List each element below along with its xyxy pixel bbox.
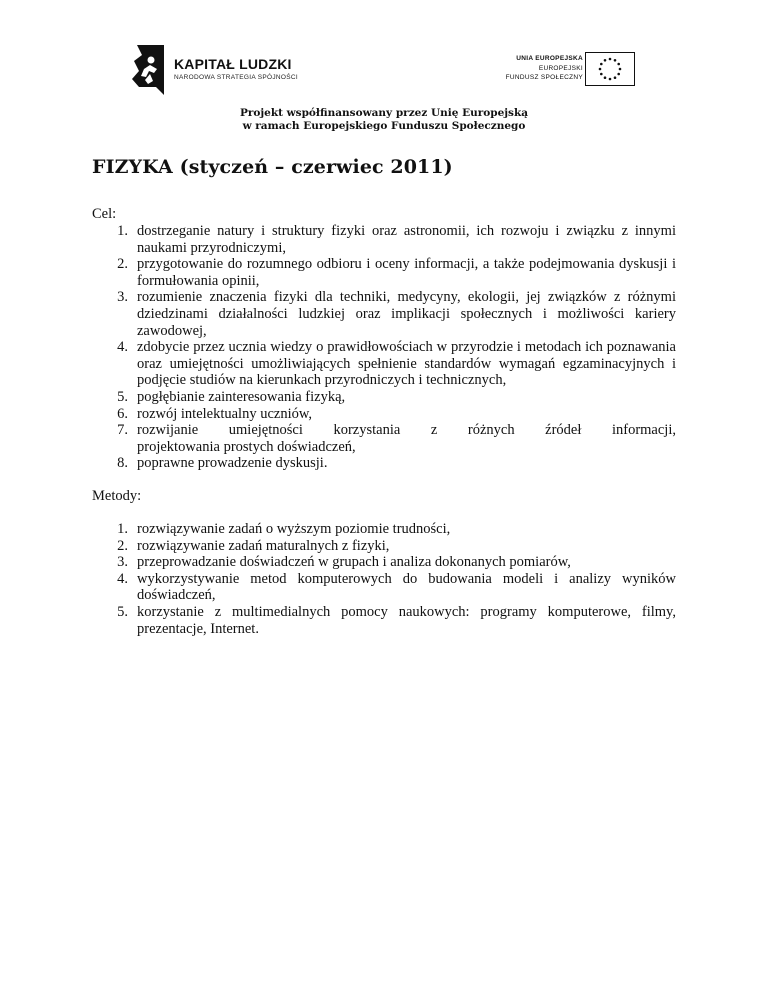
goal-number: 7 . bbox=[100, 422, 128, 439]
goal-text: dostrzeganie natury i struktury fizyki oraz astronomii, ich rozwoju i związku z innymi naukami przyrodniczymi, bbox=[137, 223, 676, 256]
goal-number: 5 . bbox=[100, 389, 128, 406]
goal-text: zdobycie przez ucznia wiedzy o prawidłowościach w przyrodzie i metodach ich poznawania oraz umiejętności umożliwiających spełnienie standardów wymagań egzaminacyjnych i podjęcie studiów na kierunkach przyrodniczych i technicznych, bbox=[137, 339, 676, 389]
method-number: 2 . bbox=[100, 538, 128, 555]
cofinancing-line-1: Projekt współfinansowany przez Unię Europejską bbox=[239, 107, 529, 119]
methods-label: Metody: bbox=[92, 488, 142, 504]
eu-flag-icon bbox=[585, 52, 635, 86]
method-text: rozwiązywanie zadań o wyższym poziomie trudności, bbox=[137, 521, 451, 537]
kapital-ludzki-subtitle: NARODOWA STRATEGIA SPÓJNOŚCI bbox=[174, 74, 298, 81]
method-number: 3 . bbox=[100, 554, 128, 571]
eu-logo-line3: FUNDUSZ SPOŁECZNY bbox=[505, 74, 583, 81]
method-number: 4 . bbox=[100, 571, 128, 588]
goal-text: pogłębianie zainteresowania fizyką, bbox=[137, 388, 346, 405]
goal-number: 6 . bbox=[100, 406, 128, 423]
goal-item bbox=[92, 256, 676, 289]
goal-number: 8 . bbox=[100, 455, 128, 472]
goal-number: 3 . bbox=[100, 289, 128, 306]
method-item bbox=[92, 604, 676, 637]
method-text: korzystanie z multimedialnych pomocy naukowych: programy komputerowe, filmy, prezentacje, Internet. bbox=[137, 603, 676, 637]
goal-number: 1 . bbox=[100, 223, 128, 240]
goal-item bbox=[92, 223, 676, 256]
goal-text: poprawne prowadzenie dyskusji. bbox=[137, 455, 328, 472]
method-item bbox=[92, 521, 676, 538]
eu-logo-text bbox=[506, 54, 583, 82]
goal-item bbox=[92, 389, 676, 406]
goal-item bbox=[92, 289, 676, 339]
method-item bbox=[92, 571, 676, 604]
goal-item bbox=[92, 339, 676, 389]
method-text: rozwiązywanie zadań maturalnych z fizyki, bbox=[137, 537, 390, 554]
goals-list bbox=[92, 223, 676, 472]
goal-text-line-2: projektowania prostych doświadczeń, bbox=[137, 438, 356, 455]
cofinancing-line-2: w ramach Europejskiego Funduszu Społecznego bbox=[242, 120, 526, 132]
goal-number: 2 . bbox=[100, 256, 128, 273]
methods-list bbox=[92, 521, 676, 637]
goal-item bbox=[92, 422, 676, 455]
method-item bbox=[92, 554, 676, 571]
goal-text: przygotowanie do rozumnego odbioru i oceny informacji, a także podejmowania dyskusji i formułowania opinii, bbox=[137, 256, 676, 289]
method-number: 5 . bbox=[100, 604, 128, 621]
method-number: 1 . bbox=[100, 521, 128, 538]
goal-item bbox=[92, 406, 676, 423]
eu-logo-line2: EUROPEJSKI bbox=[538, 65, 583, 72]
goal-number: 4 . bbox=[100, 339, 128, 356]
goal-text: rozumienie znaczenia fizyki dla techniki, medycyny, ekologii, jej związków z różnymi dziedzinami działalności ludzkiej oraz implikacji społecznych i możliwości kariery zawodowej, bbox=[137, 289, 676, 339]
kapital-ludzki-emblem-icon bbox=[130, 43, 166, 97]
kapital-ludzki-logo bbox=[130, 43, 360, 99]
goals-label: Cel: bbox=[92, 206, 117, 222]
method-item bbox=[92, 538, 676, 555]
kapital-ludzki-name: KAPITAŁ LUDZKI bbox=[174, 56, 292, 72]
method-text: przeprowadzanie doświadczeń w grupach i analiza dokonanych pomiarów, bbox=[137, 554, 571, 571]
page-title: FIZYKA (styczeń – czerwiec 2011) bbox=[92, 156, 453, 178]
eu-logo bbox=[490, 50, 640, 90]
method-text: wykorzystywanie metod komputerowych do budowania modeli i analizy wyników doświadczeń, bbox=[137, 570, 676, 604]
goal-text: rozwój intelektualny uczniów, bbox=[137, 405, 313, 422]
goal-item bbox=[92, 455, 676, 472]
eu-logo-line1: UNIA EUROPEJSKA bbox=[516, 55, 583, 62]
goal-text-line-1: rozwijanie umiejętności korzystania z różnych źródeł informacji, bbox=[137, 422, 676, 439]
cofinancing-note bbox=[0, 107, 768, 133]
